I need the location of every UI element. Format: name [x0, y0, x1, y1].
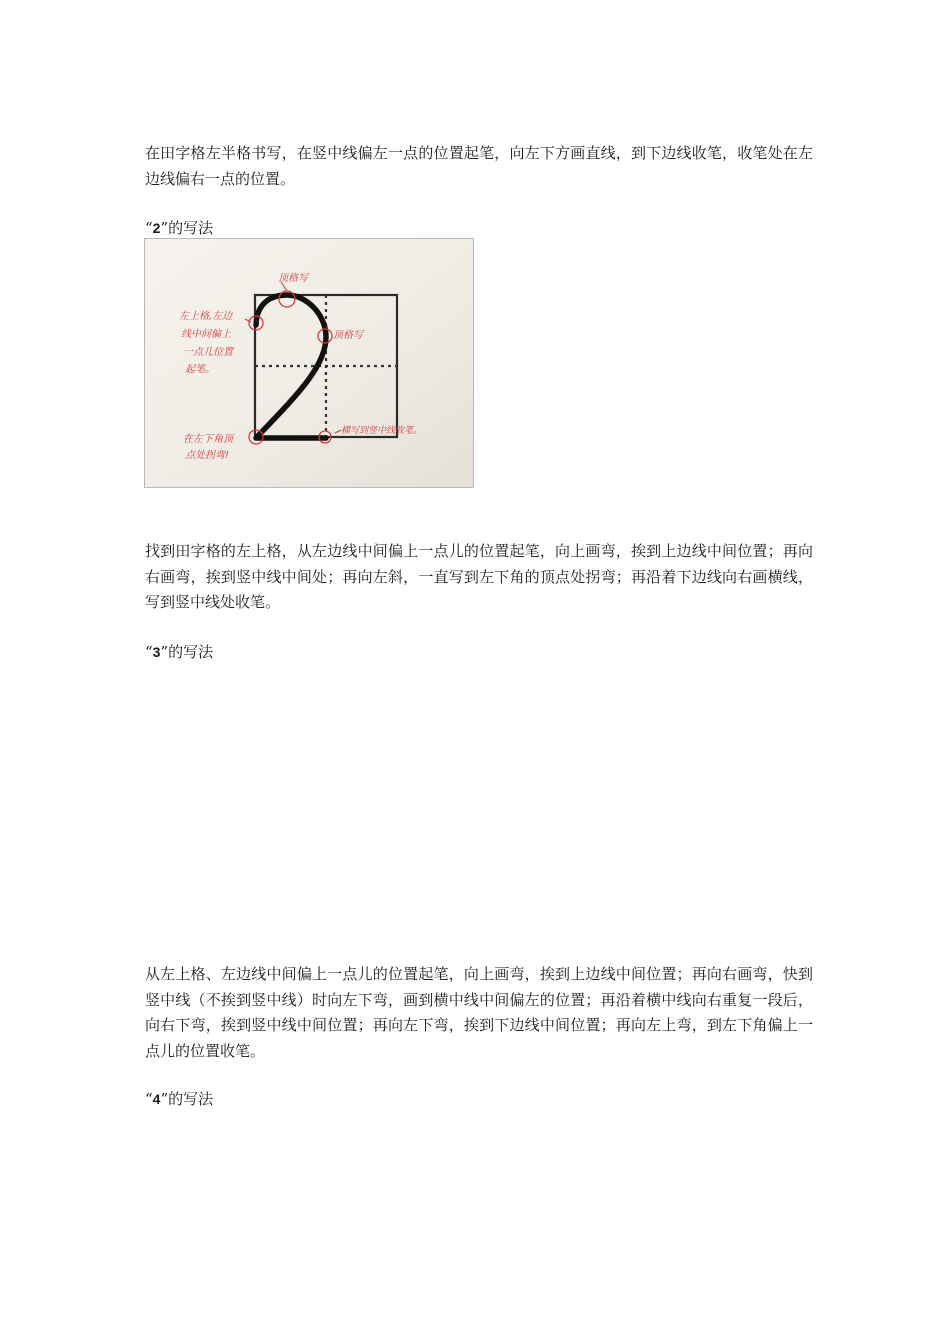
heading-suffix: ”的写法	[160, 643, 214, 661]
heading-quote-open: “	[145, 643, 153, 661]
heading-number: 3	[152, 644, 161, 660]
annotation-left-line1: 左上格,左边	[179, 311, 233, 322]
heading-quote-open: “	[145, 1090, 153, 1108]
annotation-top: 顶格写	[278, 273, 308, 284]
heading-number: 2	[152, 220, 161, 236]
heading-digit-2	[145, 217, 213, 239]
annotation-left-line4: 起笔。	[185, 364, 215, 375]
paragraph-digit-1: 在田字格左半格书写，在竖中线偏左一点的位置起笔，向左下方画直线，到下边线收笔，收笔处在左边线偏右一点的位置。	[145, 144, 813, 188]
annotation-bottom-right: 横写到竖中线收笔。	[341, 426, 423, 436]
heading-digit-4	[145, 1088, 213, 1110]
heading-suffix: ”的写法	[160, 219, 214, 237]
paragraph-digit-2: 找到田字格的左上格，从左边线中间偏上一点儿的位置起笔，向上画弯，挨到上边线中间位置；再向右画弯，挨到竖中线中间处；再向左斜，一直写到左下角的顶点处拐弯；再沿着下边线向右画横线，写到竖中线处收笔。	[145, 542, 813, 611]
heading-suffix: ”的写法	[160, 1090, 214, 1108]
digit-2-writing-diagram	[144, 238, 474, 488]
heading-quote-open: “	[145, 219, 153, 237]
paragraph-digit-3: 从左上格、左边线中间偏上一点儿的位置起笔，向上画弯，挨到上边线中间位置；再向右画弯，快到竖中线（不挨到竖中线）时向左下弯，画到横中线中间偏左的位置；再沿着横中线向右重复一段后，向右下弯，挨到竖中线中间位置；再向左下弯，挨到下边线中间位置；再向左上弯，到左下角偏上一点儿的位置收笔。	[145, 965, 813, 1060]
annotation-right: 顶格写	[333, 330, 363, 341]
tianzige-diagram	[145, 239, 474, 488]
annotation-left-line3: 一点儿位置	[183, 347, 233, 358]
annotation-bottom-left-line1: 在左下角顶	[183, 434, 233, 445]
heading-number: 4	[152, 1091, 161, 1107]
annotation-bottom-left-line2: 点处拐弯!	[185, 450, 230, 461]
heading-digit-3	[145, 641, 213, 663]
annotation-left-line2: 线中间偏上	[181, 329, 231, 340]
